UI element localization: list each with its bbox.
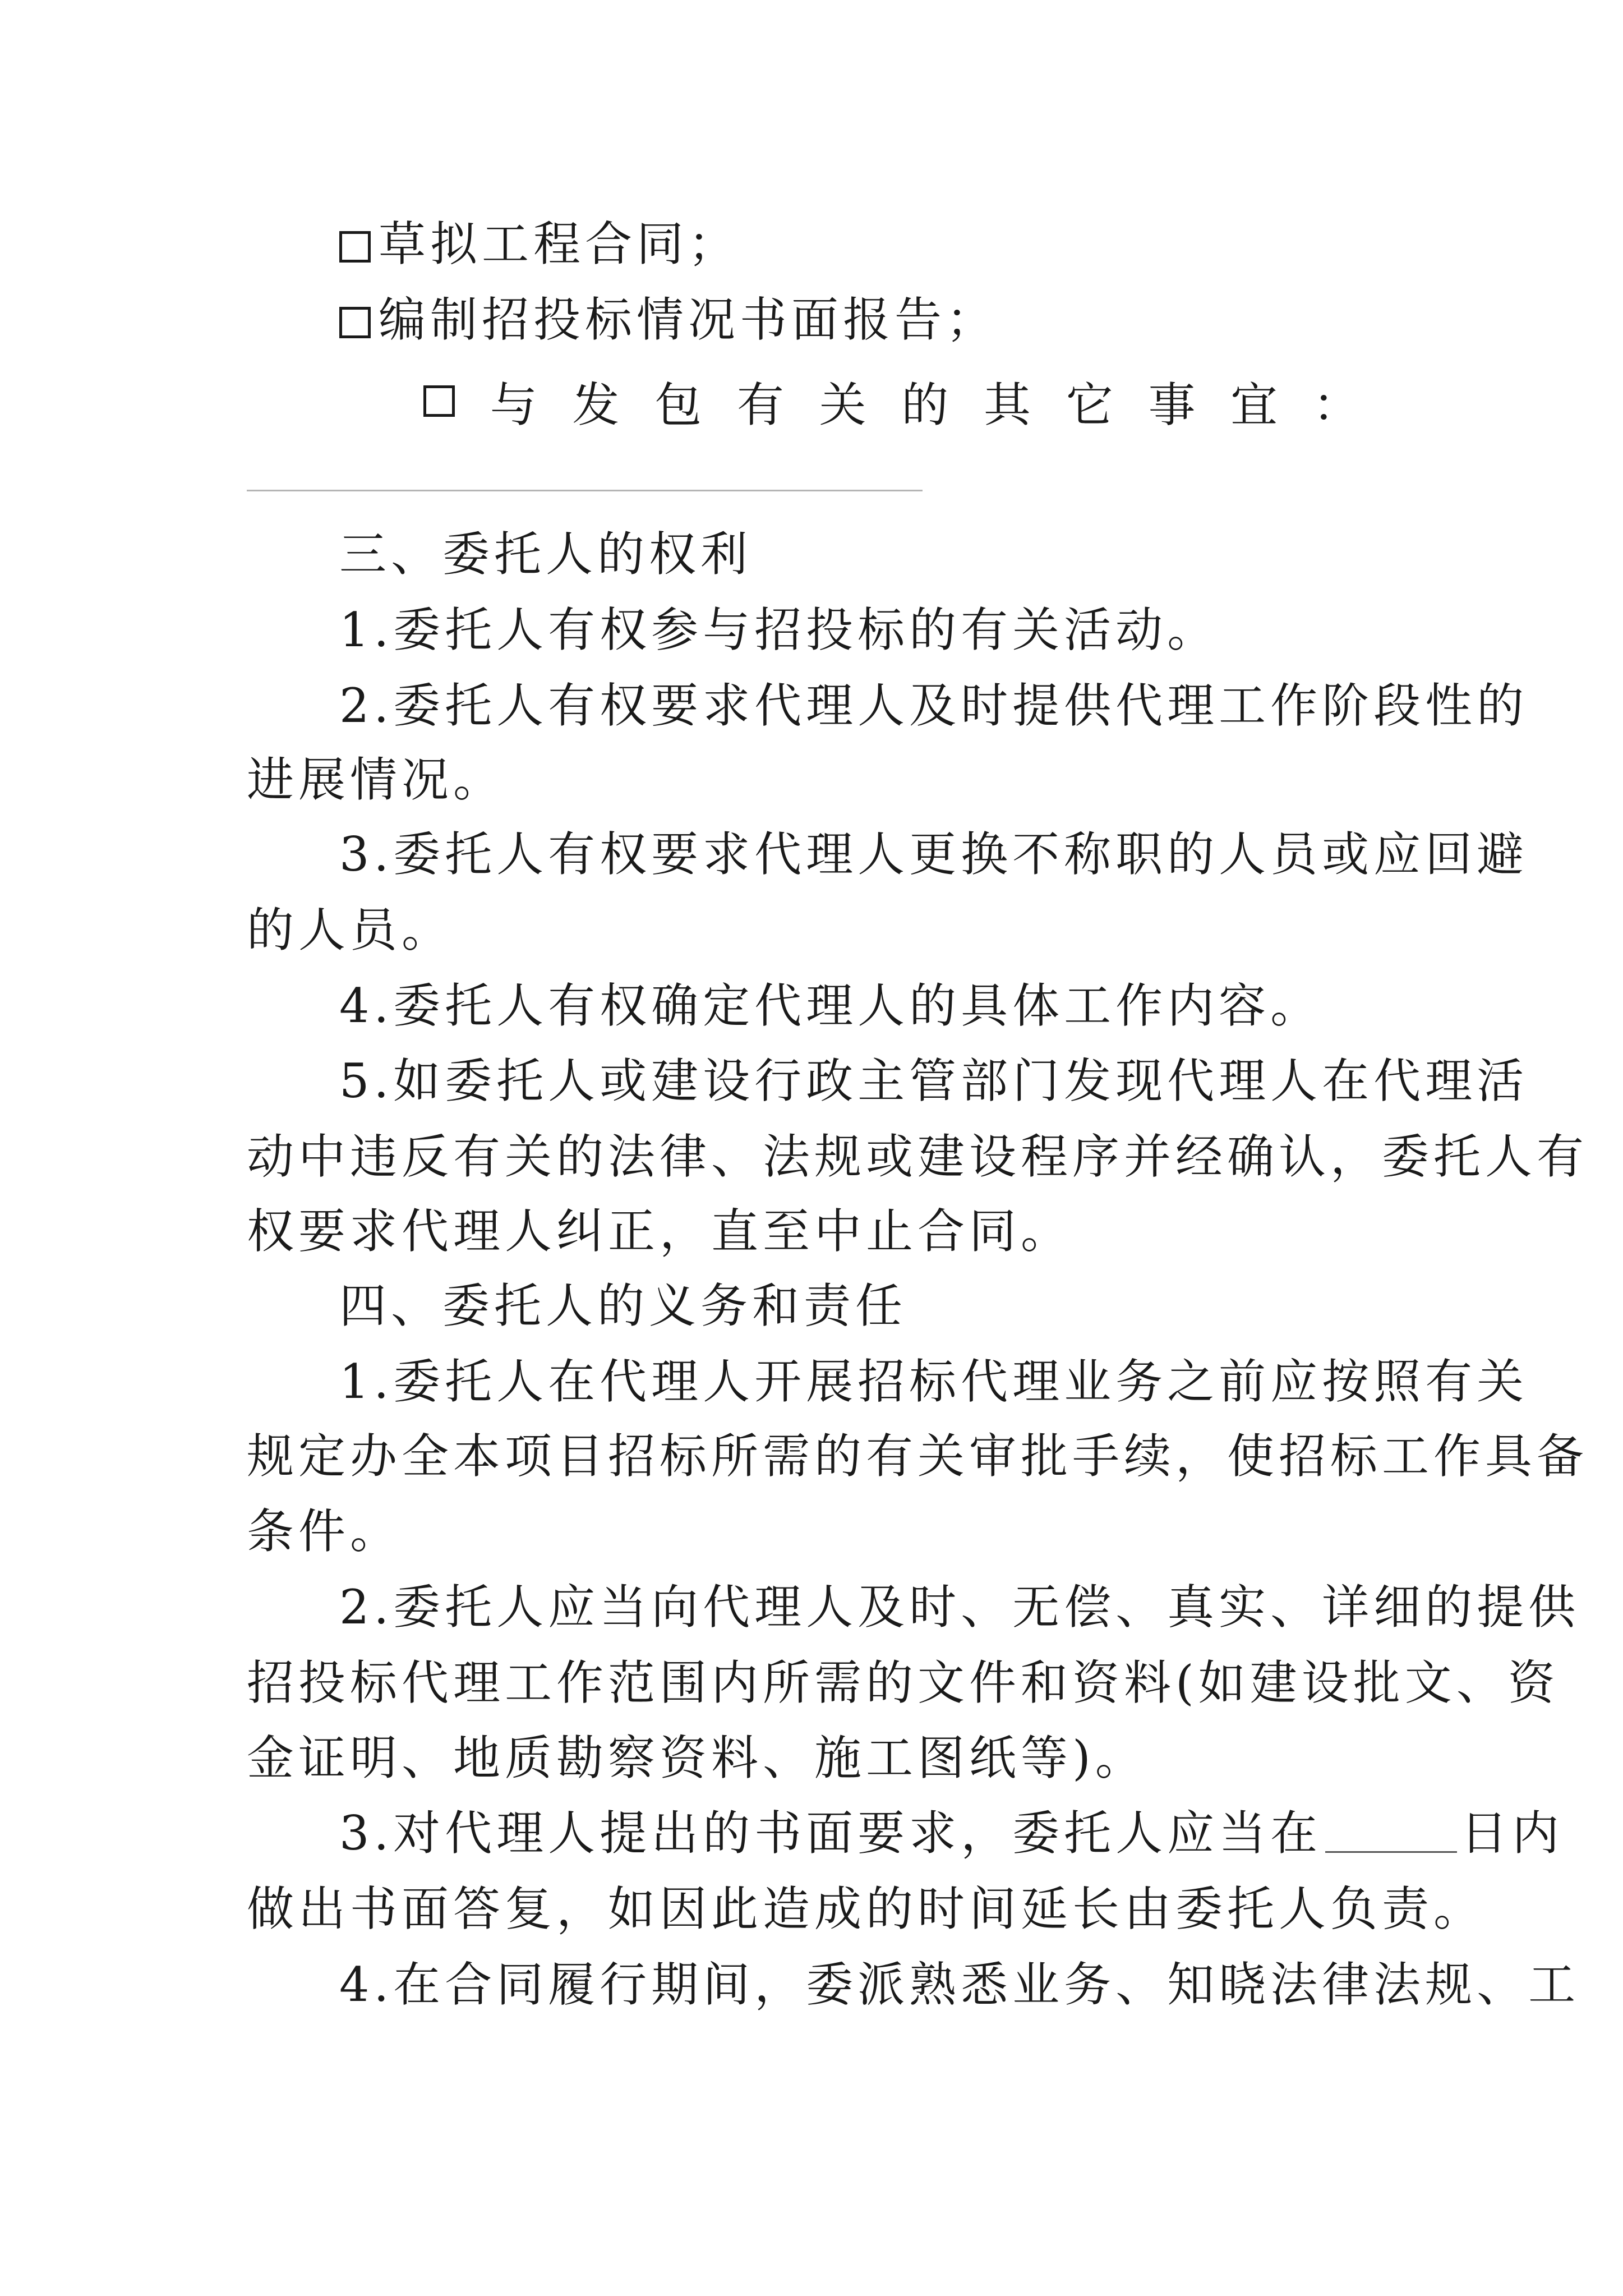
spread-char: 其 [984,377,1031,432]
paragraph-line [339,1797,1564,1870]
checklist-item-other-matters [423,365,1360,438]
paragraph-line: 金证明、地质勘察资料、施工图纸等)。 [247,1731,1147,1786]
checkbox[interactable] [423,385,455,417]
paragraph-text: 日内 [1460,1806,1564,1861]
section-heading: 四、委托人的义务和责任 [339,1278,907,1333]
checkbox[interactable] [339,231,371,263]
spread-char: 包 [654,377,702,432]
paragraph-line: 权要求代理人纠正，直至中止合同。 [247,1204,1073,1259]
paragraph-line: 5.如委托人或建设行政主管部门发现代理人在代理活 [339,1053,1529,1108]
paragraph-line: 动中违反有关的法律、法规或建设程序并经确认，委托人有 [247,1129,1589,1184]
paragraph-line: 进展情况。 [247,752,505,807]
paragraph-line: 4.委托人有权确定代理人的具体工作内容。 [339,978,1322,1033]
paragraph-line: 的人员。 [247,903,454,958]
paragraph-line: 4.在合同履行期间，委派熟悉业务、知晓法律法规、工 [339,1957,1580,2012]
spread-char: 发 [572,377,620,432]
checklist-item-draft-contract [339,208,1483,280]
paragraph-line: 规定办全本项目招标所需的有关审批手续，使招标工作具备 [247,1429,1589,1484]
paragraph-line: 2.委托人应当向代理人及时、无偿、真实、详细的提供 [339,1580,1580,1635]
checklist-item-label: 草拟工程合同； [379,217,740,272]
fill-in-underline [247,490,923,491]
paragraph-text: 3.对代理人提出的书面要求，委托人应当在 [339,1806,1322,1861]
spread-char: 有 [736,377,784,432]
checklist-item-label: 编制招投标情况书面报告； [379,292,998,347]
paragraph-line: 1.委托人有权参与招投标的有关活动。 [339,602,1219,657]
paragraph-line: 1.委托人在代理人开展招标代理业务之前应按照有关 [339,1354,1529,1409]
checklist-item-written-report [339,283,1483,356]
section-heading: 三、委托人的权利 [339,527,753,582]
paragraph-line: 2.委托人有权要求代理人及时提供代理工作阶段性的 [339,678,1529,733]
fill-in-blank[interactable] [1325,1812,1457,1853]
paragraph-line: 做出书面答复，如因此造成的时间延长由委托人负责。 [247,1881,1486,1936]
checkbox[interactable] [339,307,371,338]
paragraph-line: 招投标代理工作范围内所需的文件和资料(如建设批文、资 [247,1655,1560,1710]
spread-char: 它 [1066,377,1113,432]
spread-char: 事 [1148,377,1196,432]
spread-char: 宜 [1230,377,1278,432]
spread-char: 与 [490,377,537,432]
spread-char: 的 [901,377,949,432]
spread-char: ： [1312,377,1360,432]
paragraph-line: 3.委托人有权要求代理人更换不称职的人员或应回避 [339,827,1529,882]
paragraph-line: 条件。 [247,1504,402,1559]
spread-char: 关 [819,377,866,432]
